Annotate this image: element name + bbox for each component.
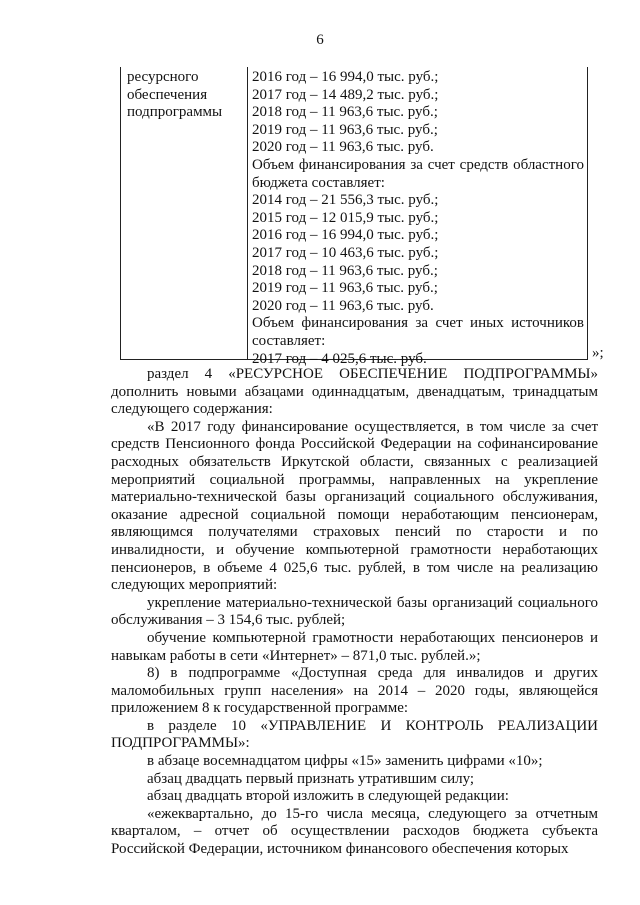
table-column-divider bbox=[247, 67, 248, 360]
paragraph: раздел 4 «РЕСУРСНОЕ ОБЕСПЕЧЕНИЕ ПОДПРОГРАММЫ» дополнить новыми абзацами одиннадцатым, двенадцатым, тринадцатым следующего содержания: bbox=[111, 366, 598, 418]
funding-line: 2016 год – 16 994,0 тыс. руб.; bbox=[252, 227, 439, 244]
paragraph: «ежеквартально, до 15-го числа месяца, следующего за отчетным кварталом, – отчет об осуществлении расходов бюджета субъекта Российской Федерации, источником финансового обеспечения которых bbox=[111, 805, 598, 858]
funding-line: 2018 год – 11 963,6 тыс. руб.; bbox=[252, 104, 438, 121]
other-sources-heading: Объем финансирования за счет иных источников составляет: bbox=[252, 315, 584, 349]
funding-line: 2019 год – 11 963,6 тыс. руб.; bbox=[252, 121, 438, 138]
funding-line: 2020 год – 11 963,6 тыс. руб. bbox=[252, 297, 434, 314]
paragraph: укрепление материально-технической базы организаций социального обслуживания – 3 154,6 тыс. рублей; bbox=[111, 594, 598, 629]
document-body bbox=[111, 366, 598, 859]
paragraph: абзац двадцать второй изложить в следующей редакции: bbox=[147, 788, 509, 805]
funding-line: 2017 год – 10 463,6 тыс. руб.; bbox=[252, 244, 439, 261]
paragraph: в разделе 10 «УПРАВЛЕНИЕ И КОНТРОЛЬ РЕАЛИЗАЦИИ ПОДПРОГРАММЫ»: bbox=[111, 717, 598, 752]
funding-line: 2015 год – 12 015,9 тыс. руб.; bbox=[252, 209, 439, 226]
paragraph: «В 2017 году финансирование осуществляется, в том числе за счет средств Пенсионного фонда Российской Федерации на софинансирование расходных обязательств Иркутской области, связанных с реализацией мероприятий социальной программы, направленных на укрепление материально-технической базы организаций социального обслуживания, оказание адресной социальной помощи неработающим пенсионерам, являющимся получателями страховых пенсий по старости и по инвалидности, и обучение компьютерной грамотности неработающих пенсионеров, в объеме 4 025,6 тыс. рублей, в том числе на реализацию следующих мероприятий: bbox=[111, 418, 598, 594]
table-closing-mark: »; bbox=[592, 345, 604, 361]
funding-line: 2014 год – 21 556,3 тыс. руб.; bbox=[252, 192, 439, 209]
regional-budget-heading: Объем финансирования за счет средств областного бюджета составляет: bbox=[252, 156, 584, 191]
paragraph: абзац двадцать первый признать утратившим силу; bbox=[147, 770, 475, 787]
table-right-cell bbox=[252, 69, 584, 368]
funding-line: 2017 год – 4 025,6 тыс. руб. bbox=[252, 350, 427, 367]
funding-line: 2017 год – 14 489,2 тыс. руб.; bbox=[252, 86, 439, 103]
funding-line: 2016 год – 16 994,0 тыс. руб.; bbox=[252, 69, 439, 85]
paragraph: 8) в подпрограмме «Доступная среда для инвалидов и других маломобильных групп населения» на 2014 – 2020 годы, являющейся приложением 8 к государственной программе: bbox=[111, 665, 598, 717]
funding-line: 2018 год – 11 963,6 тыс. руб.; bbox=[252, 262, 438, 279]
page-number: 6 bbox=[316, 32, 324, 48]
paragraph: в абзаце восемнадцатом цифры «15» заменить цифрами «10»; bbox=[147, 753, 543, 770]
funding-line: 2019 год – 11 963,6 тыс. руб.; bbox=[252, 280, 438, 297]
paragraph: обучение компьютерной грамотности неработающих пенсионеров и навыкам работы в сети «Интернет» – 871,0 тыс. рублей.»; bbox=[111, 629, 598, 664]
table-left-cell: ресурсного обеспечения подпрограммы bbox=[127, 69, 223, 121]
funding-line: 2020 год – 11 963,6 тыс. руб. bbox=[252, 139, 434, 156]
resource-table bbox=[120, 67, 588, 367]
